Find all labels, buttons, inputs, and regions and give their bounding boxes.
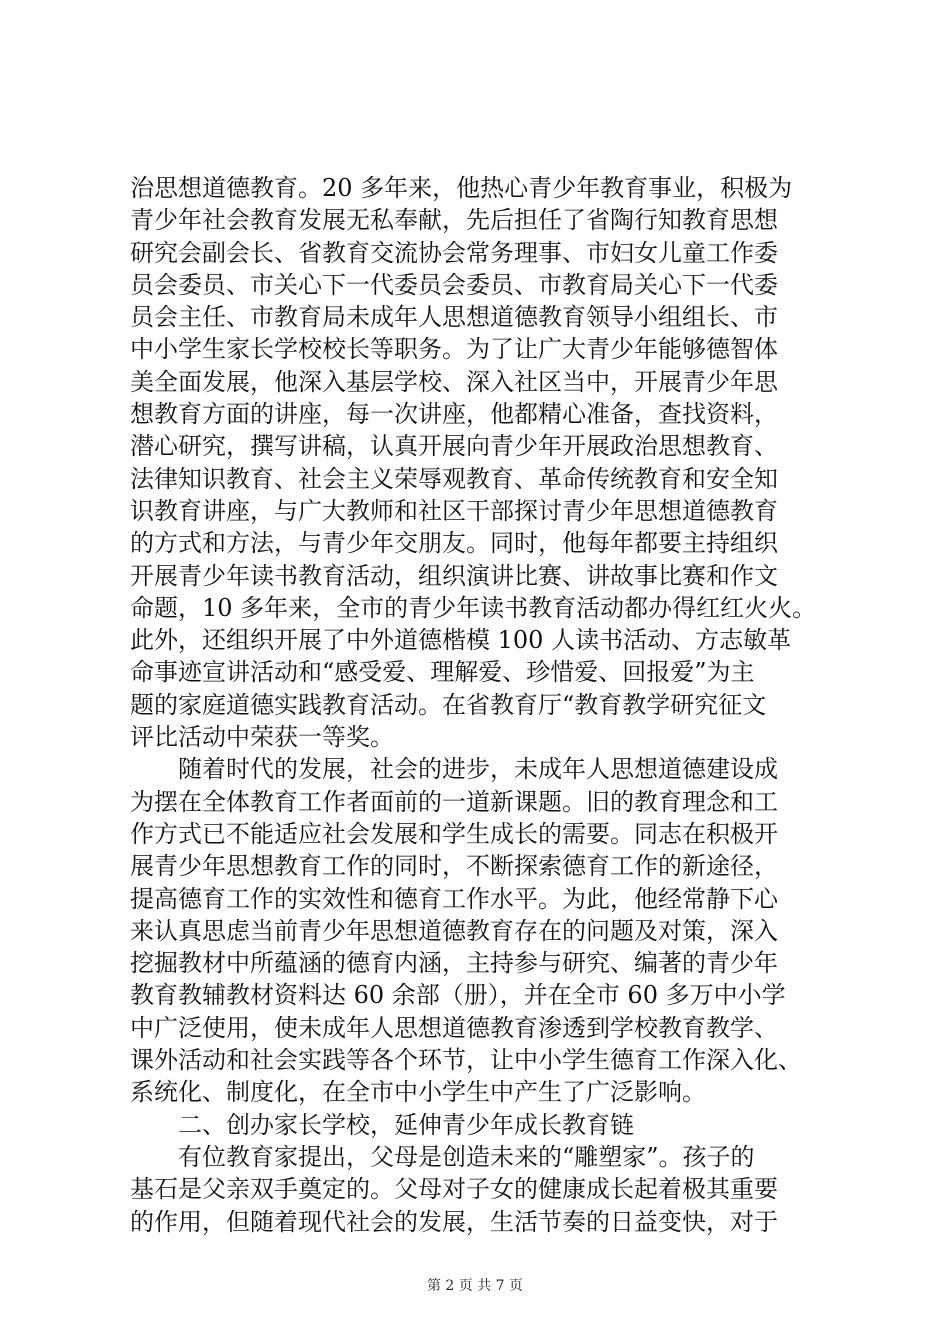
paragraph-start-line: 随着时代的发展，社会的进步，未成年人思想道德建设成 (178, 755, 778, 784)
text-line: 命题，10 多年来，全市的青少年读书教育活动都办得红红火火。 (130, 593, 817, 622)
paragraph-start-line: 二、创办家长学校，延伸青少年成长教育链 (178, 1110, 634, 1139)
text-line: 美全面发展，他深入基层学校、深入社区当中，开展青少年思 (130, 367, 778, 396)
text-line: 的方式和方法，与青少年交朋友。同时，他每年都要主持组织 (130, 529, 778, 558)
text-line: 题的家庭道德实践教育活动。在省教育厅“教育教学研究征文 (130, 690, 767, 719)
text-line: 法律知识教育、社会主义荣辱观教育、革命传统教育和安全知 (130, 464, 778, 493)
text-line: 中广泛使用，使未成年人思想道德教育渗透到学校教育教学、 (130, 1013, 778, 1042)
text-line: 识教育讲座，与广大教师和社区干部探讨青少年思想道德教育 (130, 496, 778, 525)
document-body (130, 172, 850, 1238)
text-line: 展青少年思想教育工作的同时，不断探索德育工作的新途径， (130, 852, 778, 881)
text-line: 研究会副会长、省教育交流协会常务理事、市妇女儿童工作委 (130, 238, 778, 267)
text-line: 基石是父亲双手奠定的。父母对子女的健康成长起着极其重要 (130, 1175, 778, 1204)
text-line: 青少年社会教育发展无私奉献，先后担任了省陶行知教育思想 (130, 206, 778, 235)
text-line: 作方式已不能适应社会发展和学生成长的需要。同志在积极开 (130, 819, 778, 848)
text-line: 教育教辅教材资料达 60 余部（册），并在全市 60 多万中小学 (130, 981, 786, 1010)
text-line: 潜心研究，撰写讲稿，认真开展向青少年开展政治思想教育、 (130, 432, 778, 461)
text-line: 员会主任、市教育局未成年人思想道德教育领导小组组长、市 (130, 303, 778, 332)
text-line: 课外活动和社会实践等各个环节，让中小学生德育工作深入化、 (130, 1046, 802, 1075)
paragraph-start-line: 有位教育家提出，父母是创造未来的“雕塑家”。孩子的 (178, 1142, 755, 1171)
text-line: 治思想道德教育。20 多年来，他热心青少年教育事业，积极为 (130, 174, 793, 202)
text-line: 的作用，但随着现代社会的发展，生活节奏的日益变快，对于 (130, 1207, 778, 1236)
text-line: 命事迹宣讲活动和“感受爱、理解爱、珍惜爱、回报爱”为主 (130, 658, 755, 687)
text-line: 中小学生家长学校校长等职务。为了让广大青少年能够德智体 (130, 335, 778, 364)
text-line: 挖掘教材中所蕴涵的德育内涵，主持参与研究、编著的青少年 (130, 949, 778, 978)
text-line: 开展青少年读书教育活动，组织演讲比赛、讲故事比赛和作文 (130, 561, 778, 590)
text-line: 想教育方面的讲座，每一次讲座，他都精心准备，查找资料， (130, 400, 778, 429)
text-line: 为摆在全体教育工作者面前的一道新课题。旧的教育理念和工 (130, 787, 778, 816)
text-line: 来认真思虑当前青少年思想道德教育存在的问题及对策，深入 (130, 916, 778, 945)
page-footer: 第 2 页 共 7 页 (426, 1278, 524, 1294)
text-line: 此外，还组织开展了中外道德楷模 100 人读书活动、方志敏革 (130, 626, 792, 655)
text-line: 提高德育工作的实效性和德育工作水平。为此，他经常静下心 (130, 884, 778, 913)
text-line: 员会委员、市关心下一代委员会委员、市教育局关心下一代委 (130, 270, 778, 299)
text-line: 评比活动中荣获一等奖。 (130, 723, 394, 752)
text-line: 系统化、制度化，在全市中小学生中产生了广泛影响。 (130, 1078, 706, 1107)
